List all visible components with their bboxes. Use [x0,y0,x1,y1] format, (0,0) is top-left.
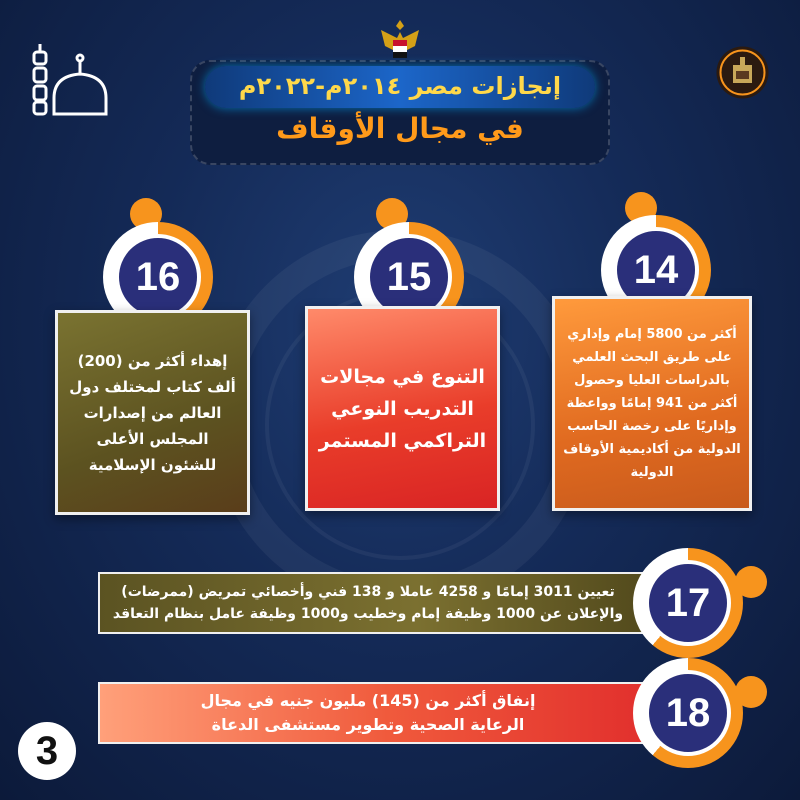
achievement-15-text: التنوع في مجالات التدريب النوعي التراكمي المستمر [318,365,487,452]
achievement-17-line-2: والإعلان عن 1000 وظيفة إمام وخطيب و1000 وظيفة عامل بنظام التعاقد [112,606,624,622]
page-subtitle: في مجال الأوقاف [276,112,524,145]
achievement-14-card [552,296,752,511]
achievement-18-badge [633,658,743,768]
page-number: 3 [18,722,76,780]
achievement-16-text: إهداء أكثر من (200) ألف كتاب لمختلف دول العالم من إصدارات المجلس الأعلى للشئون الإسلامية [69,351,236,474]
achievement-18-line-2: الرعاية الصحية وتطوير مستشفى الدعاة [211,715,525,734]
achievement-16-card [55,310,250,515]
achievement-17-badge [633,548,743,658]
achievement-17-number: 17 [645,560,731,646]
mosque-dome-icon [28,40,110,118]
achievement-15-card [305,306,500,511]
achievement-18-line-1: إنفاق أكثر من (145) مليون جنيه في مجال [200,691,536,710]
page-title: إنجازات مصر ٢٠١٤م-٢٠٢٢م [238,72,562,100]
achievement-18-bar [98,682,678,744]
achievement-14-number: 14 [613,227,699,313]
achievement-15-number: 15 [366,234,452,320]
achievement-16-number: 16 [115,234,201,320]
achievement-17-line-1: تعيين 3011 إمامًا و 4258 عاملا و 138 فني وأخصائي تمريض (ممرضات) [121,584,615,600]
achievement-14-text: أكثر من 5800 إمام وإداري على طريق البحث العلمي بالدراسات العليا وحصول أكثر من 941 إمامًا وواعظة وإداريًا على رخصة الحاسب الدولية من أكاديمية الأوقاف الدولية [563,327,741,480]
achievement-18-number: 18 [645,670,731,756]
achievement-17-bar [98,572,678,634]
ministry-of-awqaf-logo [715,45,770,100]
